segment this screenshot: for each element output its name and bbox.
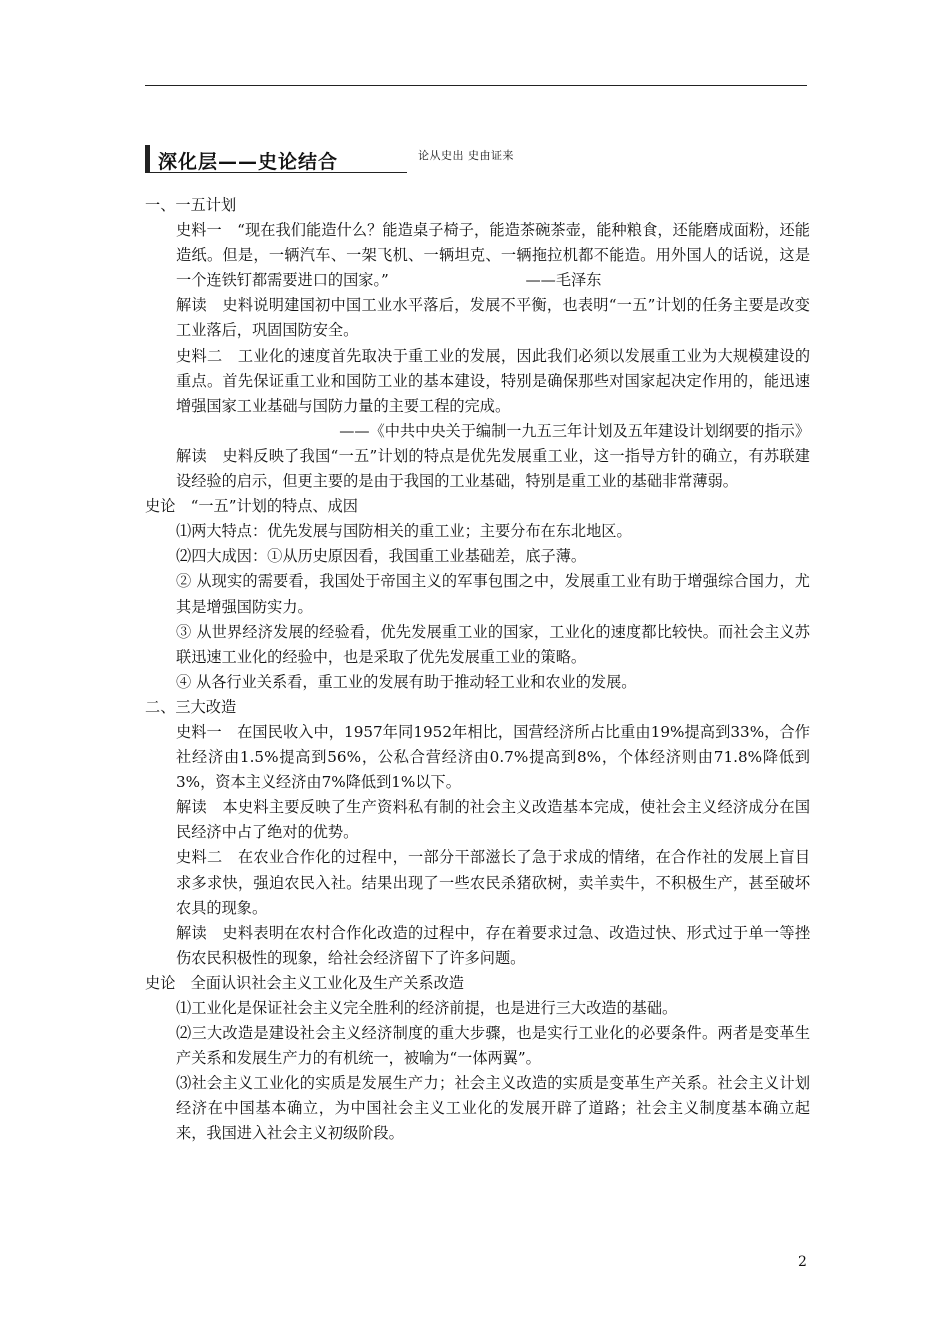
list-item-features: ⑴两大特点：优先发展与国防相关的重工业；主要分布在东北地区。: [176, 522, 632, 541]
list-item-causes: ⑵四大成因：①从历史原因看，我国重工业基础差，底子薄。: [176, 547, 587, 566]
header-rule: [145, 85, 807, 86]
list-item-cause-3: ③ 从世界经济发展的经验看，优先发展重工业的国家，工业化的速度都比较快。而社会主义苏联迅速工业化的经验中，也是采取了优先发展重工业的策略。: [176, 622, 810, 666]
heading-bar: [145, 145, 150, 173]
page-number: 2: [798, 1254, 807, 1270]
heading-shilun-1: 史论 “一五”计划的特点、成因: [145, 497, 358, 516]
paragraph-jiedu-1: 解读 史料说明建国初中国工业水平落后，发展不平衡，也表明“一五”计划的任务主要是改变工业落后，巩固国防安全。: [176, 296, 810, 340]
list-item-point-2: ⑵三大改造是建设社会主义经济制度的重大步骤，也是实行工业化的必要条件。两者是变革生产关系和发展生产力的有机统一，被喻为“一体两翼”。: [176, 1024, 810, 1068]
paragraph-jiedu-2: 解读 史料反映了我国“一五”计划的特点是优先发展重工业，这一指导方针的确立，有苏联建设经验的启示，但更主要的是由于我国的工业基础，特别是重工业的基础非常薄弱。: [176, 446, 810, 491]
paragraph-shiliao-3: 史料一 在国民收入中，1957年同1952年相比，国营经济所占比重由19%提高到33%，合作社经济由1.5%提高到56%，公私合营经济由0.7%提高到8%，个体经济则由71.8%降低到3%，资本主义经济由7%降低到1%以下。: [176, 722, 810, 792]
paragraph-jiedu-4: 解读 史料表明在农村合作化改造的过程中，存在着要求过急、改造过快、形式过于单一等挫伤农民积极性的现象，给社会经济留下了许多问题。: [176, 923, 810, 967]
paragraph-shiliao-4: 史料二 在农业合作化的过程中，一部分干部滋长了急于求成的情绪，在合作社的发展上盲目求多求快，强迫农民入社。结果出现了一些农民杀猪砍树，卖羊卖牛，不积极生产，甚至破坏农具的现象。: [176, 848, 810, 917]
heading-underline: [145, 172, 407, 173]
section-heading: [145, 145, 407, 173]
paragraph-shiliao-2: 史料二 工业化的速度首先取决于重工业的发展，因此我们必须以发展重工业为大规模建设的重点。首先保证重工业和国防工业的基本建设，特别是确保那些对国家起决定作用的，能迅速增强国家工业基础与国防力量的主要工程的完成。: [176, 346, 810, 415]
document-body: [145, 193, 810, 1147]
list-item-cause-2: ② 从现实的需要看，我国处于帝国主义的军事包围之中，发展重工业有助于增强综合国力，尤其是增强国防实力。: [176, 572, 810, 616]
paragraph-shiliao-1: 史料一 “现在我们能造什么？能造桌子椅子，能造茶碗茶壶，能种粮食，还能磨成面粉，还能造纸。但是，一辆汽车、一架飞机、一辆坦克、一辆拖拉机都不能造。用外国人的话说，这是一个连铁钉都需要进口的国家。” ——毛泽东: [176, 221, 810, 290]
list-item-point-1: ⑴工业化是保证社会主义完全胜利的经济前提，也是进行三大改造的基础。: [176, 999, 678, 1017]
paragraph-jiedu-3: 解读 本史料主要反映了生产资料私有制的社会主义改造基本完成，使社会主义经济成分在国民经济中占了绝对的优势。: [176, 798, 810, 842]
list-item-cause-4: ④ 从各行业关系看，重工业的发展有助于推动轻工业和农业的发展。: [176, 672, 637, 691]
list-item-point-3: ⑶社会主义工业化的实质是发展生产力；社会主义改造的实质是变革生产关系。社会主义计划经济在中国基本确立，为中国社会主义工业化的发展开辟了道路；社会主义制度基本确立起来，我国进入社会主义初级阶段。: [176, 1074, 810, 1143]
citation-source: ——《中共中央关于编制一九五三年计划及五年建设计划纲要的指示》: [339, 421, 810, 440]
section-note: 论从史出 史由证来: [418, 149, 514, 162]
heading-sanda-gaizao: 二、三大改造: [145, 697, 237, 716]
heading-shilun-2: 史论 全面认识社会主义工业化及生产关系改造: [145, 973, 464, 992]
heading-yiwu: 一、一五计划: [145, 196, 237, 214]
section-title: 深化层——史论结合: [158, 151, 339, 173]
